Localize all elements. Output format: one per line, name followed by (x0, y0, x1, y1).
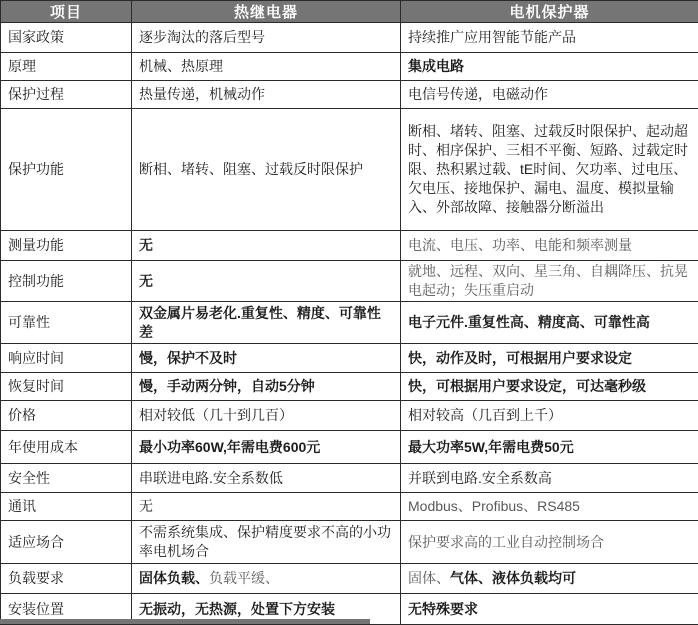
table-row (1, 53, 698, 81)
relay-cell (132, 231, 401, 261)
relay-cell (132, 373, 401, 401)
relay-cell (132, 493, 401, 521)
table-row (1, 109, 698, 231)
cell-text-segment: 无 (139, 273, 153, 289)
header-cell-thermal-relay: 热继电器 (132, 1, 401, 23)
table-row (1, 261, 698, 302)
cell-text-segment: 集成电路 (408, 58, 464, 74)
cell-text-segment: 无特殊要求 (408, 601, 478, 617)
protector-cell (401, 231, 698, 261)
item-cell: 安装位置 (1, 594, 132, 625)
item-cell: 响应时间 (1, 344, 132, 373)
cell-text-segment: 串联进电路.安全系数低 (139, 470, 283, 486)
protector-cell (401, 344, 698, 373)
cell-text-segment: 断相、堵转、阻塞、过载反时限保护 (139, 161, 363, 177)
cell-text-segment: 断相、堵转、阻塞、过载反时限保护、起动超时、相序保护、三相不平衡、短路、过载定时限、热积累过载、tE时间、欠功率、过电压、欠电压、接地保护、漏电、温度、模拟量输入、外部故障、接触器分断溢出 (408, 123, 688, 215)
table-row (1, 493, 698, 521)
protector-cell (401, 493, 698, 521)
protector-cell (401, 261, 698, 302)
cell-text-segment: 慢，保护不及时 (139, 350, 237, 366)
protector-cell (401, 53, 698, 81)
cell-text-segment: 热量传递，机械动作 (139, 86, 265, 102)
protector-cell (401, 373, 698, 401)
protector-cell (401, 401, 698, 431)
table-row (1, 302, 698, 344)
table-row (1, 431, 698, 464)
cell-text-segment: 相对较高（几百到上千） (408, 407, 562, 423)
protector-cell (401, 564, 698, 594)
item-cell: 原理 (1, 53, 132, 81)
next-table-header-cutoff (0, 619, 370, 624)
cell-text-segment: 无振动，无热源，处置下方安装 (139, 601, 335, 617)
item-cell: 价格 (1, 401, 132, 431)
cell-text-segment: 最小功率60W,年需电费600元 (139, 439, 320, 455)
cell-text-segment: 电流、电压、功率、电能和频率测量 (408, 237, 632, 253)
item-cell: 保护功能 (1, 109, 132, 231)
relay-cell (132, 564, 401, 594)
protector-cell (401, 81, 698, 109)
cell-text-segment: 保护要求高的工业自动控制场合 (408, 534, 604, 550)
protector-cell (401, 23, 698, 53)
cell-text-segment: 相对较低（几十到几百） (139, 407, 293, 423)
item-cell: 国家政策 (1, 23, 132, 53)
cell-text-segment: 不需系统集成、保护精度要求不高的小功率电机场合 (139, 524, 391, 559)
item-cell: 适应场合 (1, 521, 132, 564)
cell-text-segment: 慢，手动两分钟，自动5分钟 (139, 378, 315, 394)
relay-cell (132, 521, 401, 564)
header-cell-motor-protector: 电机保护器 (401, 1, 698, 23)
cell-text-segment: 逐步淘汰的落后型号 (139, 29, 265, 45)
table-row (1, 344, 698, 373)
comparison-table-body (1, 23, 698, 625)
cell-text-segment: 就地、远程、双向、星三角、自耦降压、抗晃电起动；失压重启动 (408, 263, 688, 298)
relay-cell (132, 23, 401, 53)
cell-text-segment: 快，动作及时，可根据用户要求设定 (408, 350, 632, 366)
table-row (1, 464, 698, 493)
relay-cell (132, 302, 401, 344)
protector-cell (401, 109, 698, 231)
item-cell: 安全性 (1, 464, 132, 493)
cell-text-segment: 持续推广应用智能节能产品 (408, 29, 576, 45)
cell-text-segment: 电信号传递，电磁动作 (408, 86, 548, 102)
protector-cell (401, 431, 698, 464)
cell-text-segment: 无 (139, 498, 153, 514)
relay-cell (132, 109, 401, 231)
relay-cell (132, 53, 401, 81)
cell-text-segment: 快，可根据用户要求设定，可达毫秒级 (408, 378, 646, 394)
item-cell: 恢复时间 (1, 373, 132, 401)
cell-text-segment: 固体、 (408, 570, 450, 586)
cell-text-segment: 电子元件.重复性高、精度高、可靠性高 (408, 314, 650, 330)
cell-text-segment: 负载平缓、 (209, 570, 279, 586)
table-row (1, 521, 698, 564)
header-row (1, 1, 698, 23)
relay-cell (132, 81, 401, 109)
protector-cell (401, 594, 698, 625)
item-cell: 年使用成本 (1, 431, 132, 464)
table-row (1, 231, 698, 261)
protector-cell (401, 521, 698, 564)
table-row (1, 373, 698, 401)
table-row (1, 81, 698, 109)
cell-text-segment: 气体、液体负载均可 (450, 570, 576, 586)
relay-cell (132, 401, 401, 431)
relay-cell (132, 261, 401, 302)
table-row (1, 564, 698, 594)
cell-text-segment: 双金属片易老化.重复性、精度、可靠性差 (139, 305, 381, 340)
cell-text-segment: 机械、热原理 (139, 58, 223, 74)
item-cell: 负载要求 (1, 564, 132, 594)
protector-cell (401, 464, 698, 493)
item-cell: 保护过程 (1, 81, 132, 109)
item-cell: 可靠性 (1, 302, 132, 344)
cell-text-segment: 无 (139, 237, 153, 253)
table-row (1, 23, 698, 53)
cell-text-segment: 最大功率5W,年需电费50元 (408, 439, 574, 455)
item-cell: 通讯 (1, 493, 132, 521)
header-cell-item: 项目 (1, 1, 132, 23)
cell-text-segment: 固体负载、 (139, 570, 209, 586)
table-row (1, 401, 698, 431)
cell-text-segment: Modbus、Profibus、RS485 (408, 498, 580, 514)
relay-cell (132, 431, 401, 464)
relay-cell (132, 464, 401, 493)
relay-cell (132, 344, 401, 373)
cell-text-segment: 并联到电路.安全系数高 (408, 470, 552, 486)
protector-cell (401, 302, 698, 344)
item-cell: 测量功能 (1, 231, 132, 261)
item-cell: 控制功能 (1, 261, 132, 302)
